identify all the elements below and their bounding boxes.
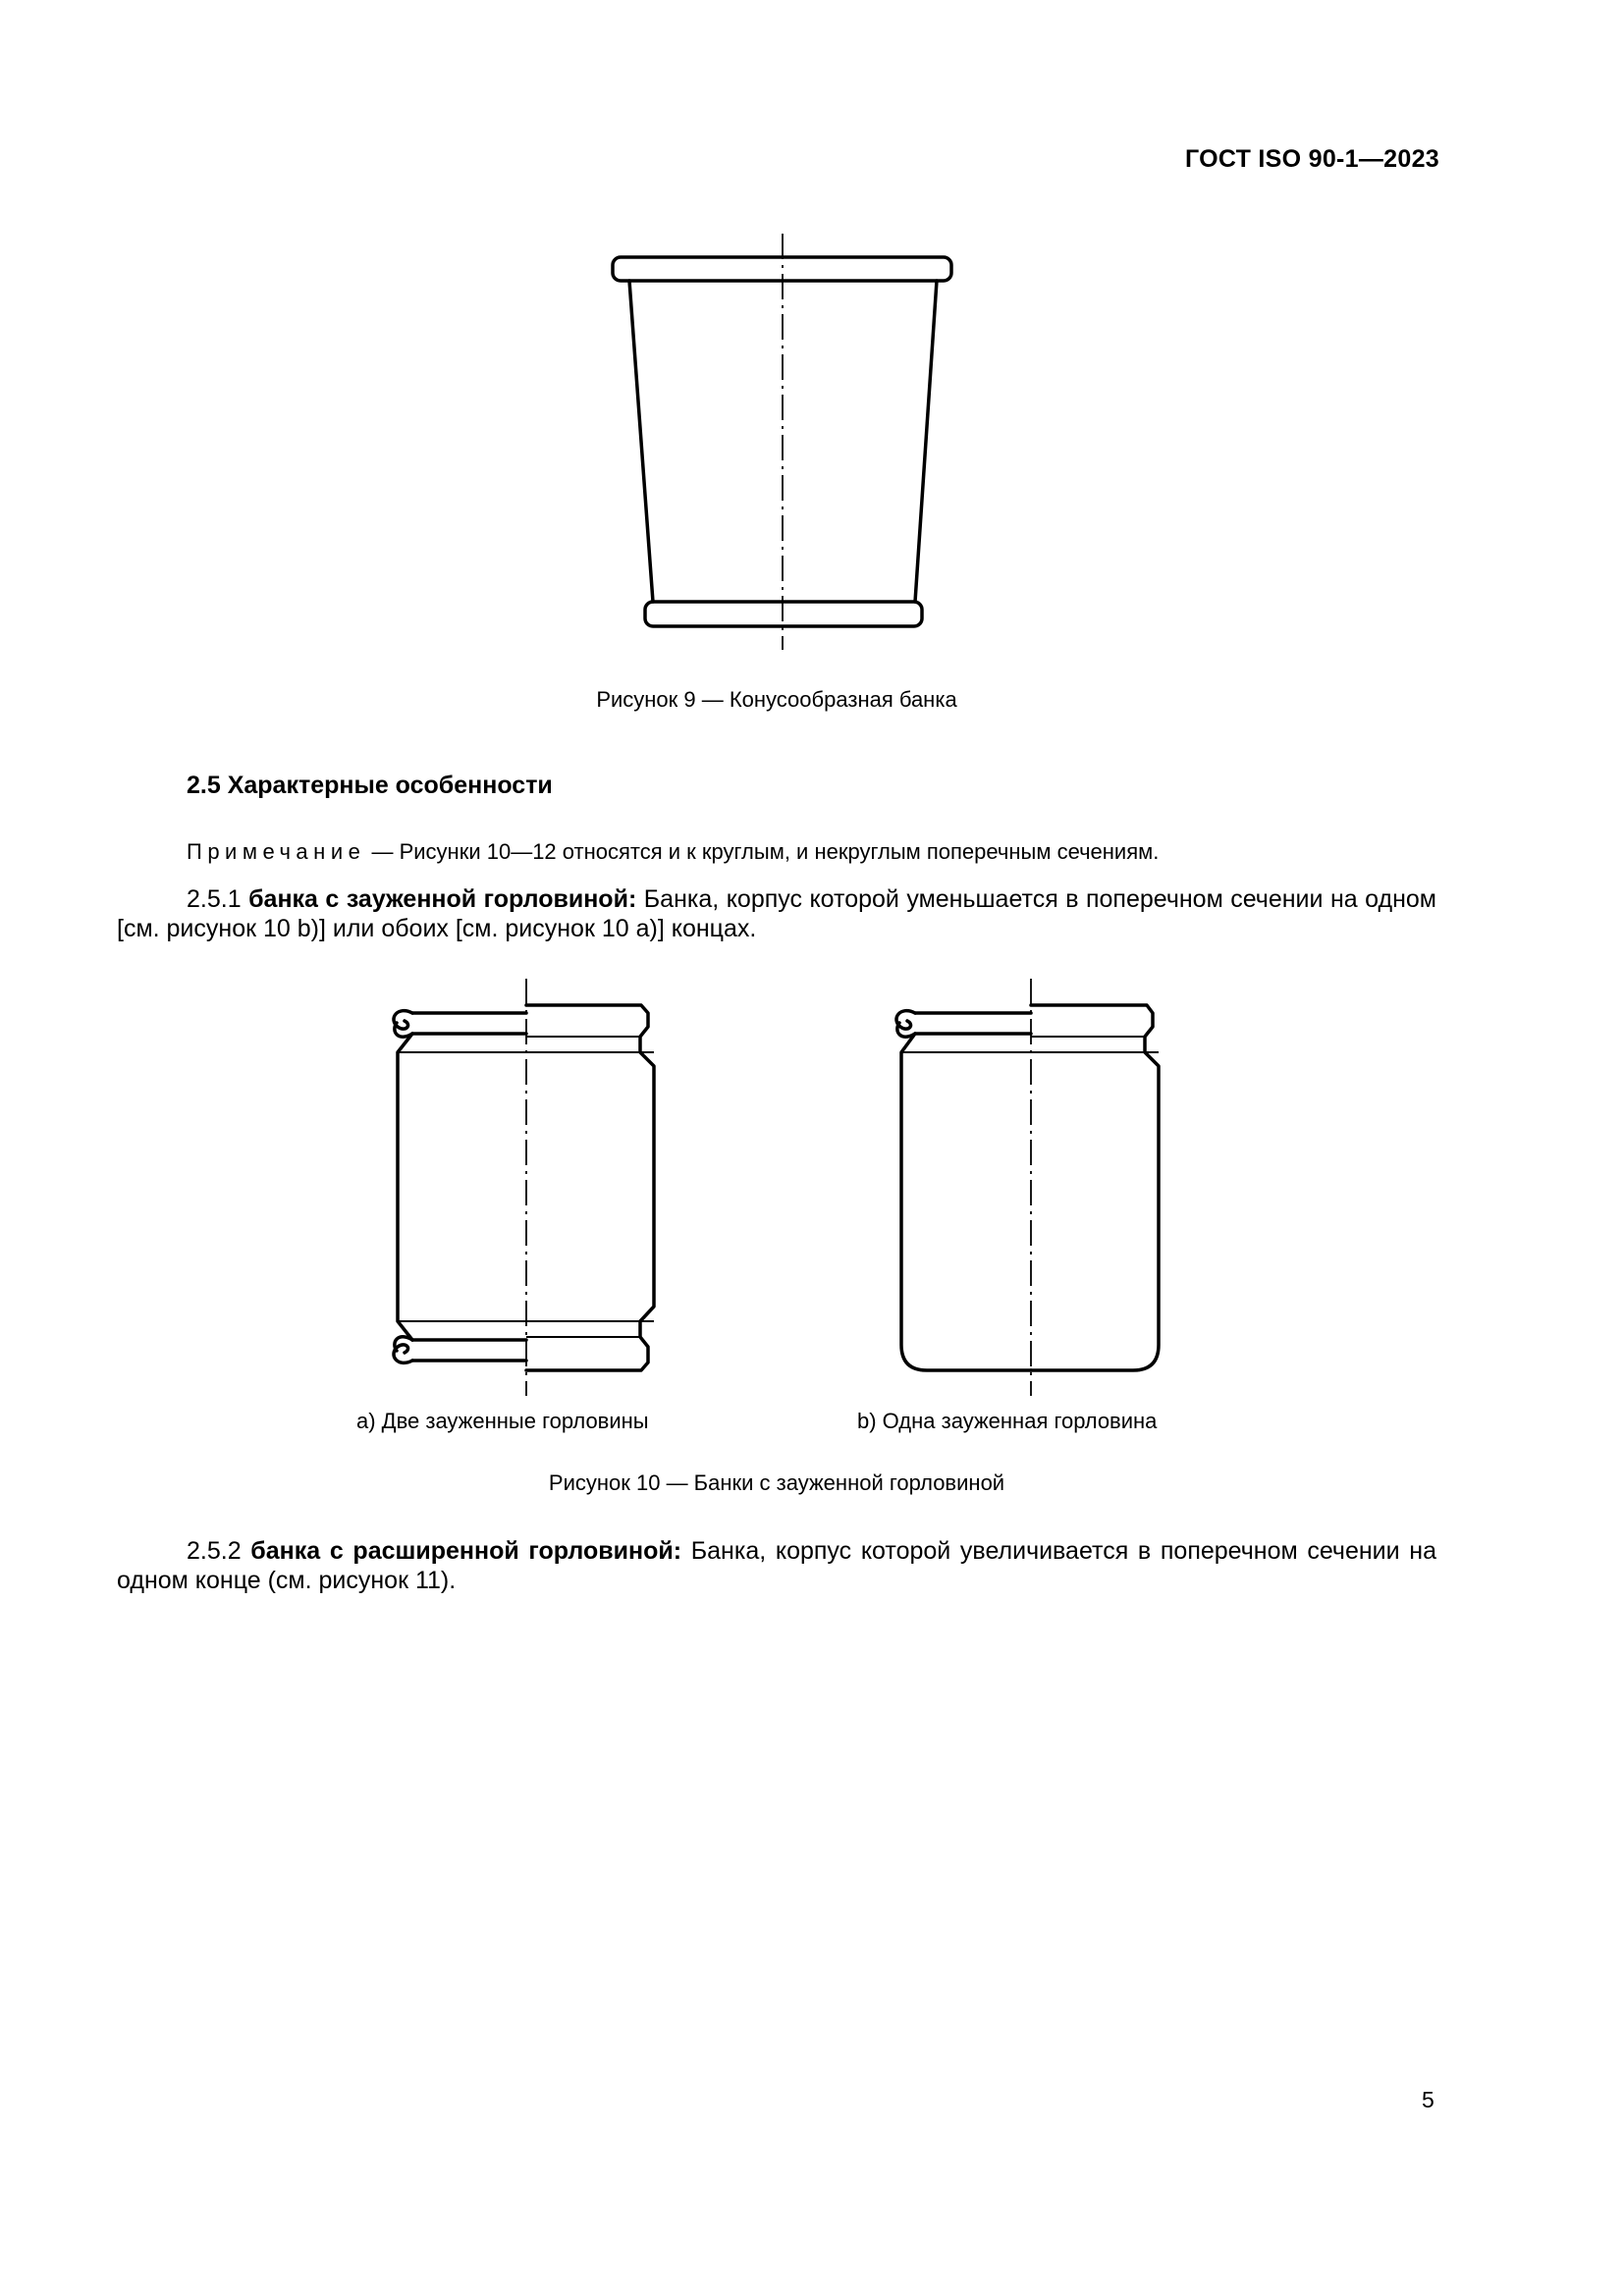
term-flared-can: банка с расширенной горловиной: — [250, 1537, 682, 1565]
note-text: Рисунки 10—12 относятся и к круглым, и некруглым поперечным сечениям. — [399, 839, 1160, 864]
figure-10b-one-neck-can — [896, 979, 1159, 1396]
paragraph-2-5-1 — [117, 884, 1436, 943]
definition-text: Банка, корпус которой уменьшается в поперечном сечении на одном [см. рисунок 10 b)] или обоих [см. рисунок 10 a)] концах. — [117, 885, 1436, 942]
figure-10a-label: a) Две зауженные горловины — [356, 1409, 649, 1433]
figure-10b-label: b) Одна зауженная горловина — [857, 1409, 1158, 1433]
note-dash: — — [365, 839, 400, 864]
term-necked-in-can: банка с зауженной горловиной: — [248, 885, 637, 913]
figure-10-caption: Рисунок 10 — Банки с зауженной горловиной — [548, 1470, 1005, 1495]
clause-number: 2.5.1 — [187, 885, 249, 913]
document-header: ГОСТ ISO 90-1—2023 — [1184, 145, 1439, 173]
figure-10a-two-neck-can — [394, 979, 654, 1396]
definition-text: Банка, корпус которой увеличивается в поперечном сечении на одном конце (см. рисунок 11). — [117, 1537, 1436, 1594]
section-heading: 2.5 Характерные особенности — [187, 772, 553, 799]
page-number: 5 — [1422, 2087, 1435, 2112]
note-label: Примечание — [187, 839, 366, 864]
paragraph-2-5-2 — [117, 1536, 1436, 1595]
note — [187, 839, 1159, 865]
conical-can — [613, 234, 951, 650]
clause-number: 2.5.2 — [187, 1537, 251, 1565]
figure-9-caption: Рисунок 9 — Конусообразная банка — [596, 687, 957, 712]
